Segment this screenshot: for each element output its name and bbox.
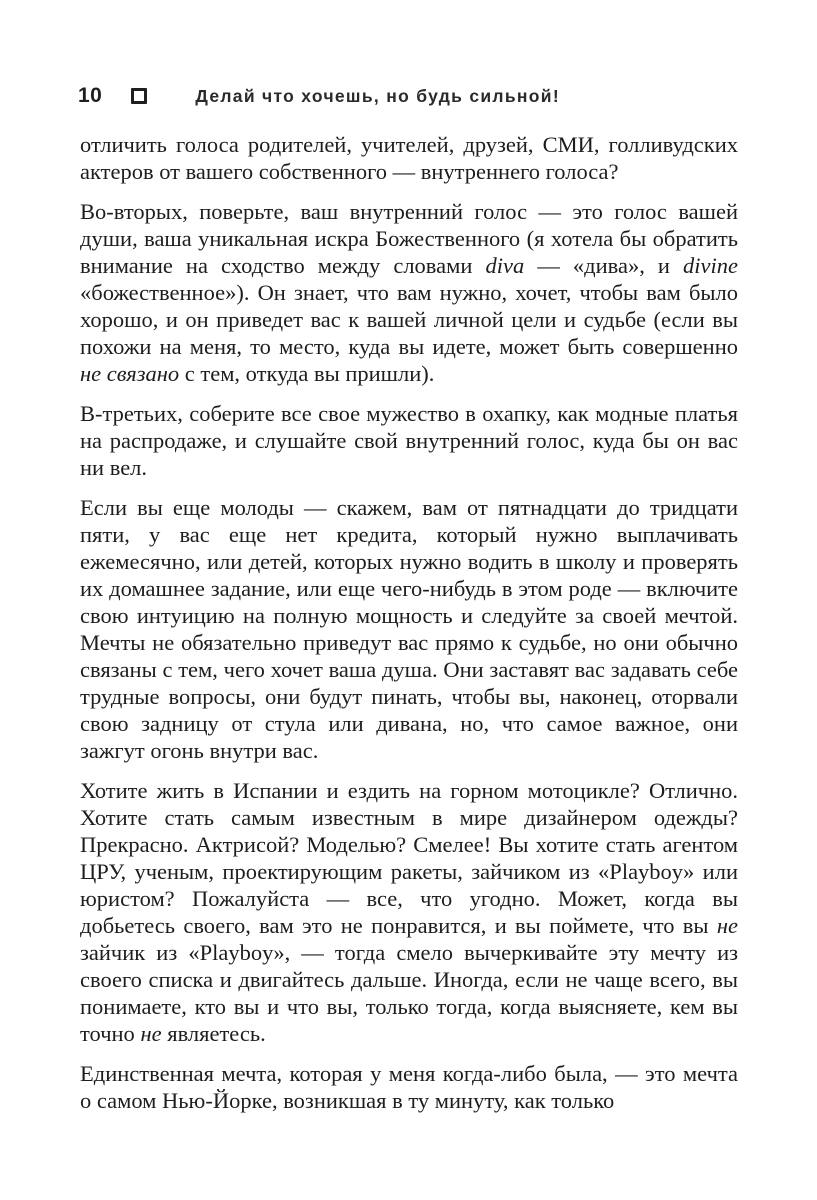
text-segment-italic: не (140, 1021, 162, 1046)
paragraph (80, 400, 738, 481)
running-title: Делай что хочешь, но будь сильной! (195, 85, 560, 106)
text-segment-italic: не (716, 913, 738, 938)
body-text (80, 131, 738, 1127)
page-number: 10 (78, 84, 103, 107)
text-segment: В-третьих, соберите все свое мужество в охапку, как модные платья на распродаже, и слушайте свой внутренний голос, куда бы он вас ни вел. (80, 401, 738, 480)
text-segment: отличить голоса родителей, учителей, друзей, СМИ, голливудских актеров от вашего собственного — внутреннего голоса? (80, 132, 738, 184)
paragraph (80, 777, 738, 1047)
text-segment-italic: diva (485, 253, 525, 278)
text-segment: Если вы еще молоды — скажем, вам от пятнадцати до тридцати пяти, у вас еще нет кредита, который нужно выплачивать ежемесячно, или детей, которых нужно водить в школу и проверять их домашнее задание, или еще чего-нибудь в этом роде — включите свою интуицию на полную мощность и следуйте за своей мечтой. Мечты не обязательно приведут вас прямо к судьбе, но они обычно связаны с тем, чего хочет ваша душа. Они заставят вас задавать себе трудные вопросы, они будут пинать, чтобы вы, наконец, оторвали свою задницу от стула или дивана, но, что самое важное, они зажгут огонь внутри вас. (80, 495, 738, 763)
text-segment: являетесь. (161, 1021, 266, 1046)
text-segment-italic: divine (683, 253, 739, 278)
text-segment: Хотите жить в Испании и ездить на горном мотоцикле? Отлично. Хотите стать самым известным в мире дизайнером одежды? Прекрасно. Актрисой? Моделью? Смелее! Вы хотите стать агентом ЦРУ, ученым, проектирующим ракеты, зайчиком из «Playboy» или юристом? Пожалуйста — все, что угодно. Может, когда вы добьетесь своего, вам это не понравится, и вы поймете, что вы (80, 778, 738, 938)
text-segment-italic: не связано (80, 361, 180, 386)
running-header (78, 84, 560, 108)
open-square-icon (131, 88, 147, 104)
text-segment: — «дива», и (524, 253, 684, 278)
text-segment: зайчик из «Playboy», — тогда смело вычеркивайте эту мечту из своего списка и двигайтесь дальше. Иногда, если не чаще всего, вы понимаете, кто вы и что вы, только тогда, когда выясняете, кем вы точно (80, 940, 738, 1046)
text-segment: «божественное»). Он знает, что вам нужно, хочет, чтобы вам было хорошо, и он приведет вас к вашей личной цели и судьбе (если вы похожи на меня, то место, куда вы идете, может быть совершенно (80, 280, 738, 359)
paragraph (80, 494, 738, 764)
paragraph (80, 131, 738, 185)
text-segment: Во-вторых, поверьте, ваш внутренний голос — это голос вашей души, ваша уникальная искра Божественного (я хотела бы обратить внимание на сходство между словами (80, 199, 738, 278)
paragraph (80, 198, 738, 387)
text-segment: Единственная мечта, которая у меня когда-либо была, — это мечта о самом Нью-Йорке, возникшая в ту минуту, как только (80, 1061, 738, 1113)
paragraph (80, 1060, 738, 1114)
text-segment: с тем, откуда вы пришли). (179, 361, 435, 386)
